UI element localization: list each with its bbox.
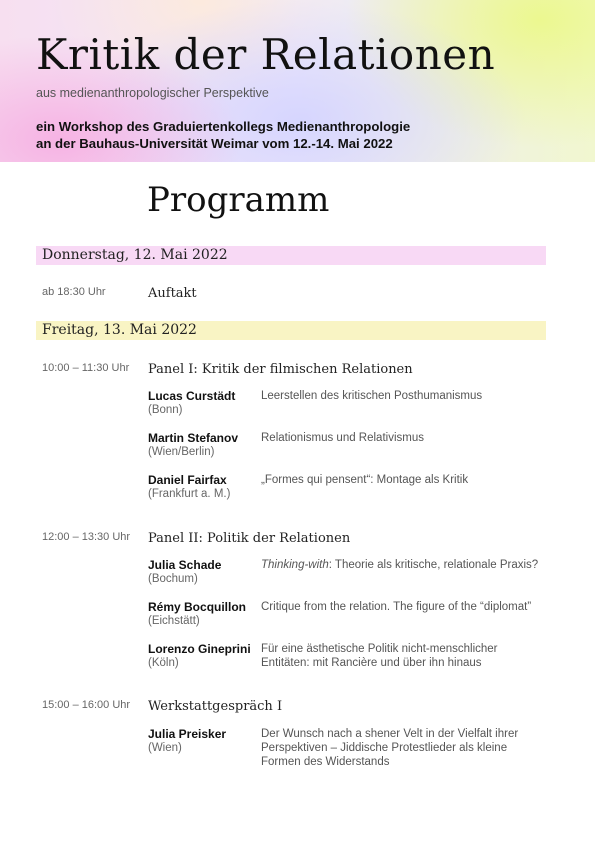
workshop-line-1: ein Workshop des Graduiertenkollegs Medienanthropologie <box>36 119 411 134</box>
speaker-location: (Bonn) <box>148 404 183 416</box>
talk-title-italic: Thinking-with <box>261 559 329 571</box>
workshop-info <box>36 118 410 152</box>
speaker-name: Lucas Curstädt <box>148 389 236 403</box>
speaker-location: (Köln) <box>148 657 179 669</box>
day-band-friday: Freitag, 13. Mai 2022 <box>36 321 546 340</box>
speaker-location: (Eichstätt) <box>148 615 200 627</box>
session-title: Auftakt <box>148 286 197 301</box>
talk-title <box>261 727 546 769</box>
workshop-line-2: an der Bauhaus-Universität Weimar vom 12.-14. Mai 2022 <box>36 136 393 151</box>
talk-title: Leerstellen des kritischen Posthumanismus <box>261 390 483 402</box>
talk-title-line: Perspektiven – Jiddische Protestlieder als kleine <box>261 742 508 754</box>
speaker-name: Martin Stefanov <box>148 431 239 445</box>
session-title: Panel I: Kritik der filmischen Relationen <box>148 362 413 377</box>
talk-title <box>261 558 546 572</box>
speaker-location: (Wien) <box>148 742 182 754</box>
header-gradient-banner <box>0 0 595 162</box>
speaker-location: (Bochum) <box>148 573 198 585</box>
talk-title <box>261 642 546 670</box>
session-title: Panel II: Politik der Relationen <box>148 531 351 546</box>
talk-title-rest: : Theorie als kritische, relationale Praxis? <box>328 559 539 571</box>
time-slot: 12:00 – 13:30 Uhr <box>42 531 131 543</box>
speaker-name: Rémy Bocquillon <box>148 600 247 614</box>
time-slot: 15:00 – 16:00 Uhr <box>42 699 131 711</box>
talk-title: Critique from the relation. The figure of the “diplomat” <box>261 601 532 613</box>
time-slot: 10:00 – 11:30 Uhr <box>42 362 130 374</box>
document-title: Kritik der Relationen <box>36 30 496 79</box>
speaker-name: Daniel Fairfax <box>148 473 227 487</box>
talk-title-line: Entitäten: mit Rancière und über ihn hinaus <box>261 657 482 669</box>
talk-title-line: Formen des Widerstands <box>261 756 390 768</box>
talk-title-line: Für eine ästhetische Politik nicht-menschlicher <box>261 643 498 655</box>
speaker-location: (Frankfurt a. M.) <box>148 488 231 500</box>
document-subtitle: aus medienanthropologischer Perspektive <box>36 86 269 100</box>
speaker-name: Julia Schade <box>148 558 222 572</box>
day-band-thursday: Donnerstag, 12. Mai 2022 <box>36 246 546 265</box>
speaker-location: (Wien/Berlin) <box>148 446 215 458</box>
speaker-name: Julia Preisker <box>148 727 227 741</box>
time-slot: ab 18:30 Uhr <box>42 286 106 298</box>
speaker-name: Lorenzo Gineprini <box>148 642 251 656</box>
session-title: Werkstattgespräch I <box>148 699 283 714</box>
talk-title-line: Der Wunsch nach a shener Velt in der Vielfalt ihrer <box>261 728 519 740</box>
program-heading: Programm <box>147 180 330 220</box>
talk-title: Relationismus und Relativismus <box>261 432 424 444</box>
talk-title: „Formes qui pensent“: Montage als Kritik <box>261 474 469 486</box>
